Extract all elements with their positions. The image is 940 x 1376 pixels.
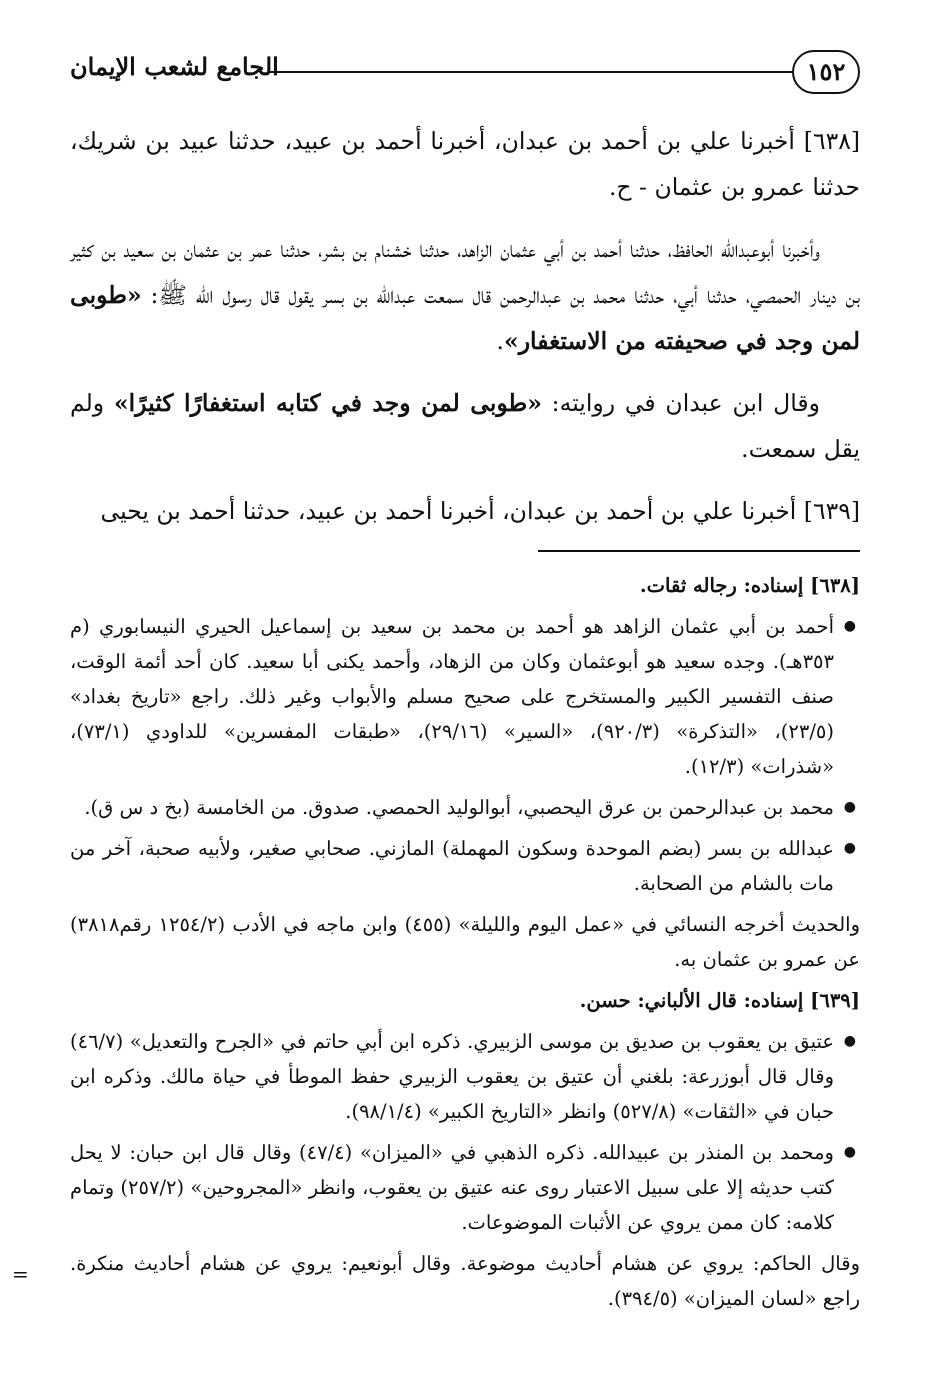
bullet-icon: ● [843,799,856,815]
footnote-item-text: ومحمد بن المنذر بن عبيدالله. ذكره الذهبي في «الميزان» (٤٧/٤) وقال قال ابن حبان: لا يحل كتب حديثه إلا على سبيل الاعتبار روى عنه عتيق بن يعقوب، وانظر «المجروحين» (٢٥٧/٢) وتمام كلامه: كان ممن يروي عن الأثبات الموضوعات. [70,1141,834,1234]
hadith-638-second-isnad [70,226,860,364]
document-page [70,40,860,1322]
bullet-icon: ● [843,1144,856,1160]
variant-text: وقال ابن عبدان في روايته: [541,389,820,417]
footnote-item-text: عتيق بن يعقوب بن صديق بن موسى الزبيري. ذكره ابن أبي حاتم في «الجرح والتعديل» (٤٦/٧) وقال قال أبوزرعة: بلغني أن عتيق بن يعقوب الزبيري حفظ الموطأ في حياة مالك. وذكره ابن حبان في «الثقات» (٥٢٧/٨) وانظر «التاريخ الكبير» (٩٨/١/٤). [70,1030,834,1123]
footnote-item-text: عبدالله بن بسر (بضم الموحدة وسكون المهملة) المازني. صحابي صغير، ولأبيه صحبة، آخر من مات بالشام من الصحابة. [70,837,834,895]
footnote-639-list [70,1024,860,1240]
variant-end: ولم يقل سمعت. [70,389,860,463]
footnote-list-item [70,1024,860,1129]
page-number: ١٥٢ [792,50,860,94]
footnote-638-tail: والحديث أخرجه النسائي في «عمل اليوم والليلة» (٤٥٥) وابن ماجه في الأدب (١٢٥٤/٢ رقم٣٨١٨) عن عمرو بن عثمان به. [70,913,860,971]
footnote-638-heading: [٦٣٨] إسناده: رجاله ثقات. [639,574,860,597]
footnote-list-item [70,790,860,825]
footnote-639-tail: وقال الحاكم: يروي عن هشام أحاديث موضوعة. وقال أبونعيم: يروي عن هشام أحاديث منكرة. راجع «لسان الميزان» (٣٩٤/٥). [70,1252,860,1310]
header-rule [270,71,794,73]
bullet-icon: ● [843,1033,856,1049]
footnote-list-item [70,1135,860,1240]
hadith-639-isnad: [٦٣٩] أخبرنا علي بن أحمد بن عبدان، أخبرنا أحمد بن عبيد، حدثنا أحمد بن يحيى [100,497,860,525]
bullet-icon: ● [843,840,856,856]
bullet-icon: ● [843,618,856,634]
footnote-item-text: أحمد بن أبي عثمان الزاهد هو أحمد بن محمد بن سعيد بن إسماعيل الحيري النيسابوري (م ٣٥٣هـ). وجده سعيد هو أبوعثمان وكان من الزهاد، وأحمد يكنى أبا سعيد. كان أحد أئمة الوقت، صنف التفسير الكبير والمستخرج على صحيح مسلم والأبواب وغير ذلك. راجع «تاريخ بغداد» (٢٣/٥)، «التذكرة» (٩٢٠/٣)، «السير» (٢٩/١٦)، «طبقات المفسرين» للداودي (٧٣/١)، «شذرات» (١٢/٣). [70,615,834,778]
footnote-list-item [70,831,860,901]
footnote-item-text: محمد بن عبدالرحمن بن عرق اليحصبي، أبوالوليد الحمصي. صدوق. من الخامسة (بخ د س ق). [84,796,834,819]
main-text [70,118,860,534]
continuation-mark: = [12,1262,29,1286]
footnotes [70,568,860,1316]
footnote-639-heading: [٦٣٩] إسناده: قال الألباني: حسن. [579,989,860,1012]
footnote-separator [538,550,860,552]
book-title: الجامع لشعب الإيمان [70,52,279,81]
hadith-638-variant [70,380,860,472]
footnote-638-list [70,609,860,901]
page-header [70,40,860,110]
variant-matn: «طوبى لمن وجد في كتابه استغفارًا كثيرًا» [113,389,542,417]
hadith-638-end: . [496,327,505,355]
hadith-638-matn: «طوبى لمن وجد في صحيفته من الاستغفار» [70,281,860,355]
footnote-list-item [70,609,860,784]
hadith-638-isnad: [٦٣٨] أخبرنا علي بن أحمد بن عبدان، أخبرنا أحمد بن عبيد، حدثنا عبيد بن شريك، حدثنا عمرو بن عثمان - ح. [70,127,860,201]
hadith-638-text: وأخبرنا أبوعبدالله الحافظ، حدثنا أحمد بن أبي عثمان الزاهد، حدثنا خشنام بن بشر، حدثنا عمر بن عثمان بن سعيد بن كثير بن دينار الحمصي، حدثنا أبي، حدثنا محمد بن عبدالرحمن قال سمعت عبدالله بن بسر يقول قال رسول الله ﷺ: [70,235,860,309]
